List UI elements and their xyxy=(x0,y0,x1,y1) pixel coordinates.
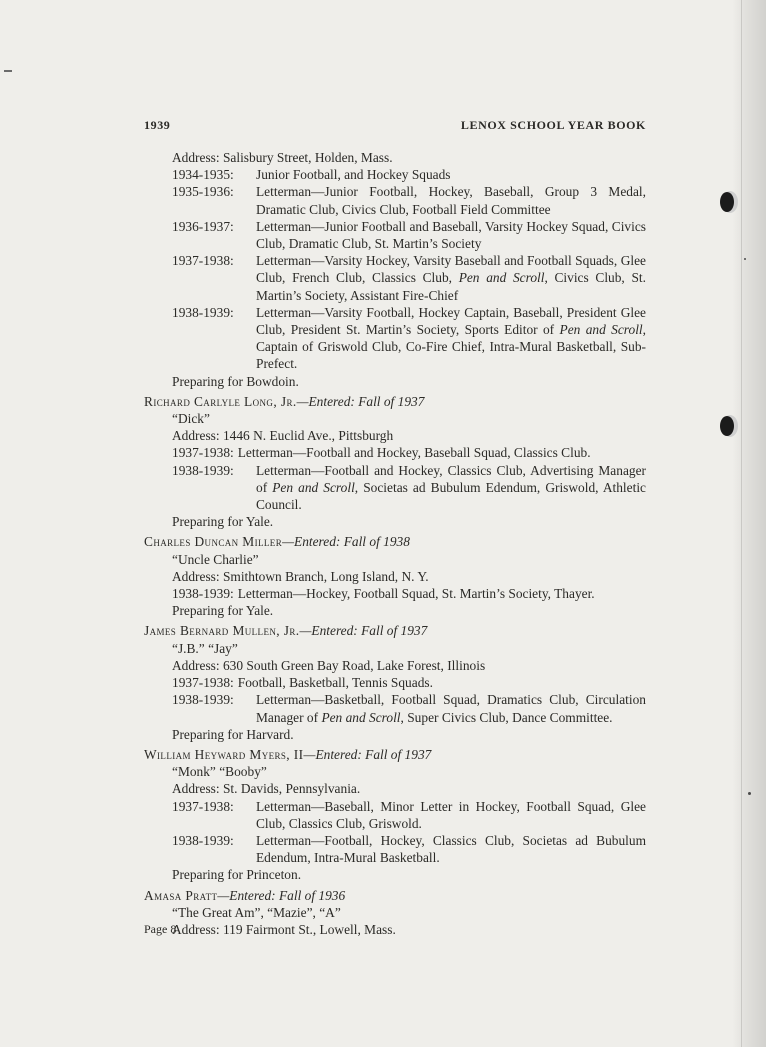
nickname-line: “The Great Am”, “Mazie”, “A” xyxy=(172,904,341,920)
record-text-part: Letterman—Varsity Hockey, Varsity Baseball and Football Squads, Glee Club, French Club, Classics Club, xyxy=(256,253,646,286)
record-text: Letterman—Football, Hockey, Classics Club, Societas ad Bubulum Edendum, Intra-Mural Basketball. xyxy=(256,832,646,866)
paper-speck xyxy=(748,792,751,795)
record-years: 1937-1938: xyxy=(172,798,234,814)
entered-date: —Entered: Fall of 1936 xyxy=(217,887,346,903)
header-year: 1939 xyxy=(144,118,171,132)
record-text: Letterman—Junior Football and Baseball, Varsity Hockey Squad, Civics Club, Dramatic Club, St. Martin’s Society xyxy=(256,218,646,252)
record-line xyxy=(144,183,646,217)
nickname-line: “Dick” xyxy=(172,411,210,427)
record-text: Football, Basketball, Tennis Squads. xyxy=(237,675,433,691)
record-years: 1938-1939: xyxy=(172,692,234,708)
record-years: 1938-1939: xyxy=(172,462,234,478)
record-text-part: Letterman—Basketball, Football Squad, Dramatics Club, Circulation Manager of xyxy=(256,692,646,725)
page-edge-shadow xyxy=(732,0,766,1047)
preparing-line: Preparing for Bowdoin. xyxy=(172,373,299,389)
preparing-line: Preparing for Princeton. xyxy=(172,867,302,883)
record-years: 1934-1935: xyxy=(172,167,234,183)
record-years: 1938-1939: xyxy=(172,586,234,602)
nickname-line: “Uncle Charlie” xyxy=(172,551,259,567)
publication-title: Pen and Scroll xyxy=(559,322,643,338)
record-text: Letterman—Baseball, Minor Letter in Hockey, Football Squad, Glee Club, Classics Club, Griswold. xyxy=(256,798,646,831)
entered-date: —Entered: Fall of 1937 xyxy=(299,623,428,639)
student-heading xyxy=(144,393,646,410)
paper-speck xyxy=(744,258,746,260)
student-entry xyxy=(144,149,646,390)
preparing-line: Preparing for Yale. xyxy=(172,603,274,619)
record-text: Letterman—Hockey, Football Squad, St. Martin’s Society, Thayer. xyxy=(237,586,595,602)
student-name: Amasa Pratt xyxy=(144,887,218,903)
student-entry xyxy=(144,746,646,884)
record-text-part: Letterman—Football and Hockey, Classics Club, Advertising Manager of xyxy=(256,462,646,495)
address-line: Address: Salisbury Street, Holden, Mass. xyxy=(172,150,393,165)
binder-hole xyxy=(720,192,734,212)
record-line xyxy=(144,218,646,252)
student-entry xyxy=(144,622,646,742)
record-text: Junior Football, and Hockey Squads xyxy=(256,167,451,183)
record-line xyxy=(144,832,646,866)
header-title: LENOX SCHOOL YEAR BOOK xyxy=(460,118,646,132)
address-line: Address: 630 South Green Bay Road, Lake Forest, Illinois xyxy=(172,657,486,673)
nickname-line: “J.B.” “Jay” xyxy=(172,640,238,656)
record-years: 1937-1938: xyxy=(172,253,234,269)
record-years: 1938-1939: xyxy=(172,832,234,848)
record-line xyxy=(144,585,646,602)
address-line: Address: 1446 N. Euclid Ave., Pittsburgh xyxy=(172,428,394,444)
student-heading xyxy=(144,746,646,763)
binder-hole xyxy=(720,416,734,436)
student-heading xyxy=(144,622,646,639)
record-text xyxy=(256,304,646,373)
record-text xyxy=(256,691,646,725)
student-entry xyxy=(144,393,646,531)
publication-title: Pen and Scroll xyxy=(272,479,355,495)
record-text: Letterman—Junior Football, Hockey, Baseball, Group 3 Medal, Dramatic Club, Civics Club, Football Field Committee xyxy=(256,184,646,217)
record-text-part: , Societas ad Bubulum Edendum, Griswold, Athletic Council. xyxy=(256,479,646,513)
record-line xyxy=(144,166,646,183)
student-entry xyxy=(144,887,646,939)
page-content xyxy=(144,149,646,938)
entered-date: —Entered: Fall of 1937 xyxy=(296,393,425,409)
margin-mark xyxy=(4,70,12,72)
preparing-line: Preparing for Yale. xyxy=(172,514,274,530)
record-line xyxy=(144,691,646,725)
student-name: Richard Carlyle Long, Jr. xyxy=(144,393,297,409)
record-years: 1937-1938: xyxy=(172,445,234,461)
record-text xyxy=(256,252,646,304)
record-text-part: , Civics Club, St. Martin’s Society, Assistant Fire-Chief xyxy=(256,270,646,303)
record-years: 1936-1937: xyxy=(172,218,234,234)
student-name: James Bernard Mullen, Jr. xyxy=(144,623,300,639)
publication-title: Pen and Scroll xyxy=(321,709,401,725)
page-number: Page 8 xyxy=(144,922,177,936)
student-heading xyxy=(144,533,646,550)
address-line: Address: 119 Fairmont St., Lowell, Mass. xyxy=(172,921,396,937)
record-line xyxy=(144,304,646,373)
record-line xyxy=(144,462,646,514)
record-text xyxy=(256,462,646,514)
record-text-part: , Captain of Griswold Club, Co-Fire Chief, Intra-Mural Basketball, Sub-Prefect. xyxy=(256,322,646,372)
student-name: Charles Duncan Miller xyxy=(144,534,283,550)
record-years: 1937-1938: xyxy=(172,675,234,691)
address-line: Address: Smithtown Branch, Long Island, N. Y. xyxy=(172,568,429,584)
record-years: 1935-1936: xyxy=(172,184,234,200)
record-text-part: , Super Civics Club, Dance Committee. xyxy=(400,709,613,725)
entered-date: —Entered: Fall of 1937 xyxy=(303,746,432,762)
entered-date: —Entered: Fall of 1938 xyxy=(282,534,410,550)
record-text-part: Letterman—Varsity Football, Hockey Captain, Baseball, President Glee Club, President St. Martin’s Society, Sports Editor of xyxy=(256,304,646,338)
student-entry xyxy=(144,533,646,619)
publication-title: Pen and Scroll xyxy=(458,270,545,286)
record-line xyxy=(144,798,646,832)
running-header xyxy=(144,118,646,138)
student-heading xyxy=(144,887,646,904)
student-name: William Heyward Myers, II xyxy=(144,746,304,762)
address-line: Address: St. Davids, Pennsylvania. xyxy=(172,781,361,797)
record-text: Letterman—Football and Hockey, Baseball Squad, Classics Club. xyxy=(237,445,591,461)
record-years: 1938-1939: xyxy=(172,304,234,320)
record-line xyxy=(144,252,646,304)
nickname-line: “Monk” “Booby” xyxy=(172,764,267,780)
preparing-line: Preparing for Harvard. xyxy=(172,726,294,742)
record-line xyxy=(144,444,646,461)
record-line xyxy=(144,674,646,691)
page-edge-line xyxy=(741,0,742,1047)
